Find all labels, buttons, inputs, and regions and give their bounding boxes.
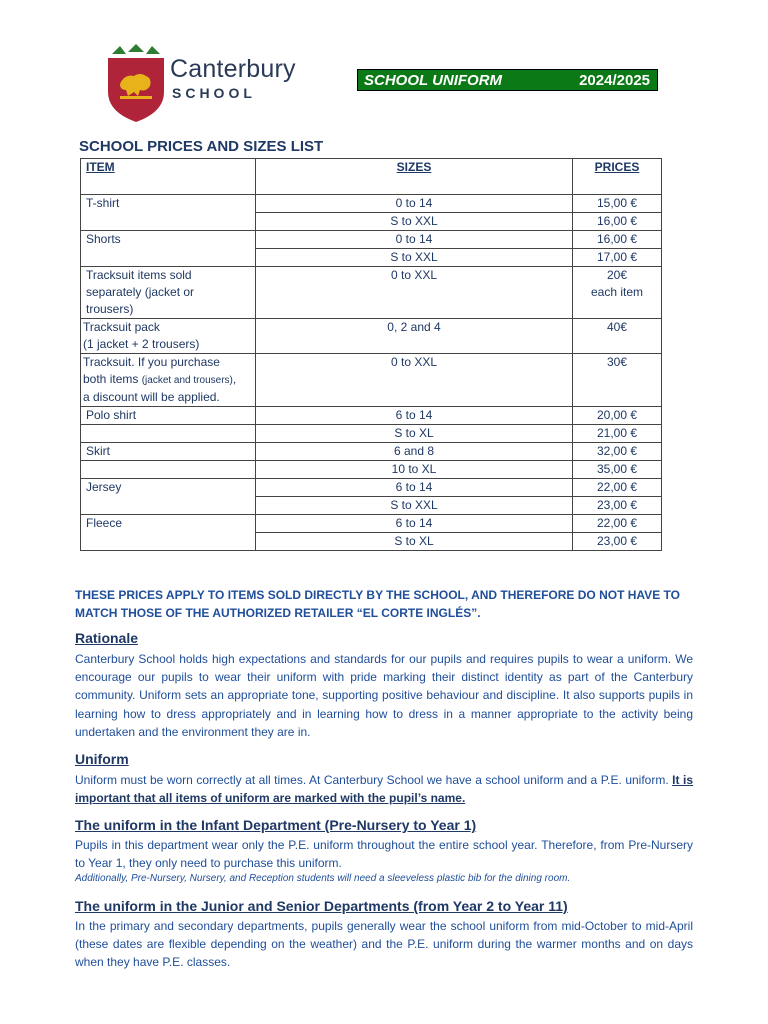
item-cell (81, 461, 256, 479)
notice-line: MATCH THOSE OF THE AUTHORIZED RETAILER “EL CORTE INGLÉS”. (75, 606, 481, 620)
price-cell: 23,00 € (573, 533, 662, 551)
table-row (81, 407, 662, 425)
price-cell: 23,00 € (573, 497, 662, 515)
item-line: Tracksuit items sold (86, 268, 192, 282)
price-cell: 21,00 € (573, 425, 662, 443)
banner-title: SCHOOL UNIFORM (364, 72, 503, 89)
junior-heading: The uniform in the Junior and Senior Departments (from Year 2 to Year 11) (75, 898, 568, 914)
item-cell (81, 425, 256, 443)
size-cell: 0 to 14 (256, 231, 573, 249)
item-cell: T-shirt (81, 195, 256, 231)
price-cell: 16,00 € (573, 213, 662, 231)
price-cell: 22,00 € (573, 479, 662, 497)
price-cell: 32,00 € (573, 443, 662, 461)
item-cell (81, 354, 256, 407)
uniform-text (75, 771, 693, 807)
size-cell: S to XL (256, 425, 573, 443)
header-sizes: SIZES (256, 159, 573, 195)
price-line: 20€ (606, 268, 628, 282)
rationale-text: Canterbury School holds high expectations and standards for our pupils and requires pupils to wear a uniform. We encourage our pupils to wear their uniform with pride marking their distinct identity as part of the Canterbury community. Uniform sets an appropriate tone, supporting positive behaviour and discipline. It also supports pupils in learning how to dress appropriately and in learning how to dress in a manner appropriate to the activity being undertaken and the environment they are in. (75, 652, 693, 739)
school-logo (106, 44, 316, 124)
size-cell: 6 to 14 (256, 515, 573, 533)
item-cell: Jersey (81, 479, 256, 515)
price-cell: 16,00 € (573, 231, 662, 249)
item-line: Tracksuit. If you purchase (83, 355, 220, 369)
table-row (81, 231, 662, 249)
table-row (81, 443, 662, 461)
item-line: Tracksuit pack (83, 320, 160, 334)
item-cell: Fleece (81, 515, 256, 551)
price-cell: 15,00 € (573, 195, 662, 213)
uniform-emphasis: It is important that all items of uniform are marked with the pupil’s name. (75, 773, 693, 806)
page-title: SCHOOL PRICES AND SIZES LIST (79, 138, 324, 155)
item-cell (81, 319, 256, 354)
table-row (81, 319, 662, 354)
item-line: (1 jacket + 2 trousers) (83, 337, 200, 351)
size-cell: 0 to XXL (256, 267, 573, 319)
item-cell: Skirt (81, 443, 256, 461)
price-cell: 30€ (573, 354, 662, 407)
size-cell: 0 to 14 (256, 195, 573, 213)
table-row (81, 425, 662, 443)
table-header-row (81, 159, 662, 195)
item-text: both items (83, 372, 139, 386)
size-cell: 10 to XL (256, 461, 573, 479)
price-cell: 20,00 € (573, 407, 662, 425)
infant-note: Additionally, Pre-Nursery, Nursery, and Reception students will need a sleeveless plastic bib for the dining room. (75, 873, 571, 884)
header-prices: PRICES (573, 159, 662, 195)
pricing-notice (75, 586, 695, 622)
item-line: trousers) (86, 302, 134, 316)
price-cell: 22,00 € (573, 515, 662, 533)
size-cell: 6 to 14 (256, 479, 573, 497)
size-cell: S to XXL (256, 213, 573, 231)
size-cell: 6 to 14 (256, 407, 573, 425)
price-line: each item (590, 285, 644, 299)
item-line (83, 371, 250, 389)
infant-heading: The uniform in the Infant Department (Pre-Nursery to Year 1) (75, 817, 477, 833)
logo-name: Canterbury (170, 55, 296, 83)
item-note: (jacket and trousers) (141, 375, 233, 386)
item-cell: Shorts (81, 231, 256, 267)
header-item: ITEM (81, 159, 256, 195)
prices-table (80, 158, 662, 551)
junior-text: In the primary and secondary departments, pupils generally wear the school uniform from mid-October to mid-April (these dates are flexible depending on the weather) and the P.E. uniform during the warmer months and on days when they have P.E. classes. (75, 919, 693, 970)
uniform-banner (357, 69, 658, 91)
size-cell: S to XXL (256, 497, 573, 515)
item-text: , (232, 372, 237, 386)
table-row (81, 354, 662, 407)
size-cell: S to XL (256, 533, 573, 551)
size-cell: 0 to XXL (256, 354, 573, 407)
price-cell: 35,00 € (573, 461, 662, 479)
item-line: separately (jacket or (86, 285, 195, 299)
size-cell: S to XXL (256, 249, 573, 267)
price-cell: 17,00 € (573, 249, 662, 267)
banner-year: 2024/2025 (579, 72, 650, 89)
logo-subtitle: SCHOOL (172, 85, 256, 101)
table-row (81, 195, 662, 213)
notice-line: THESE PRICES APPLY TO ITEMS SOLD DIRECTLY BY THE SCHOOL, AND THEREFORE DO NOT HAVE TO (75, 588, 680, 602)
uniform-body: Uniform must be worn correctly at all times. At Canterbury School we have a school uniform and a P.E. uniform. (75, 773, 673, 787)
table-row (81, 515, 662, 533)
table-row (81, 479, 662, 497)
item-cell: Polo shirt (81, 407, 256, 425)
table-row (81, 461, 662, 479)
price-cell (573, 267, 662, 319)
size-cell: 6 and 8 (256, 443, 573, 461)
item-cell (81, 267, 256, 319)
shield-lion-icon (106, 44, 166, 124)
table-row (81, 267, 662, 319)
infant-text: Pupils in this department wear only the P.E. uniform throughout the entire school year. Therefore, from Pre-Nursery to Year 1, they only need to purchase this uniform. (75, 838, 693, 871)
price-cell: 40€ (573, 319, 662, 354)
item-line: a discount will be applied. (83, 390, 220, 404)
size-cell: 0, 2 and 4 (256, 319, 573, 354)
rationale-heading: Rationale (75, 630, 139, 646)
uniform-heading: Uniform (75, 751, 129, 767)
